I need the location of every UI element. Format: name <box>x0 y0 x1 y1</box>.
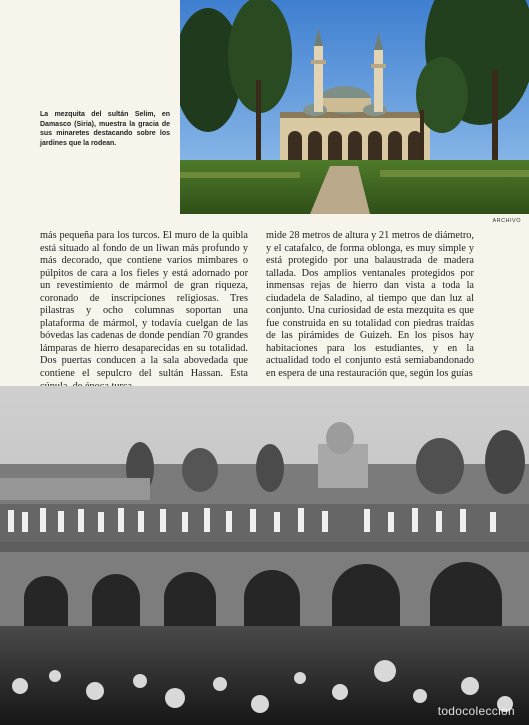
text-column-left <box>40 230 248 393</box>
watermark: todocoleccion <box>437 704 515 718</box>
crowd-photo <box>0 386 529 725</box>
photo-caption: La mezquita del sultán Selim, en Damasco (Siria), muestra la gracia de sus minaretes destacando sobre los jardines que la rodean. <box>40 111 170 147</box>
body-paragraph-right: mide 28 metros de altura y 21 metros de diámetro, y el catafalco, de forma oblonga, es muy simple y está protegido por una balaustrada de madera tallada. Dos amplios ventanales protegidos por inmensas rejas de hierro dan vista a toda la ciudadela de Saladino, al tiempo que dan luz al conjunto. Una curiosidad de esta mezquita es que fue construida en su totalidad con piedras traídas de las pirámides de Guizeh. En los pisos hay habitaciones para los estudiantes, y en la actualidad todo el conjunto está semiabandonado en espera de una restauración que, según los guías <box>266 230 474 380</box>
text-column-right <box>266 230 474 381</box>
body-paragraph-left: más pequeña para los turcos. El muro de la quibla está situado al fondo de un liwan más profundo y más decorado, que contiene varios mimbares o púlpitos de cara a los fieles y está adornado por un revestimiento de mármol de gran riqueza, coronado de inscripciones religiosas. Tres pilastras y ocho columnas soportan una plataforma de mármol, y todavía cuelgan de las bóvedas las cadenas de donde pendían 70 grandes lámparas de hierro desaparecidas en su totalidad. Dos puertas conducen a la sala abovedada que contiene el sepulcro del sultán Hassan. Esta <box>40 230 248 380</box>
mosque-photo <box>180 0 529 214</box>
photo-credit: ARCHIVO <box>492 218 521 224</box>
